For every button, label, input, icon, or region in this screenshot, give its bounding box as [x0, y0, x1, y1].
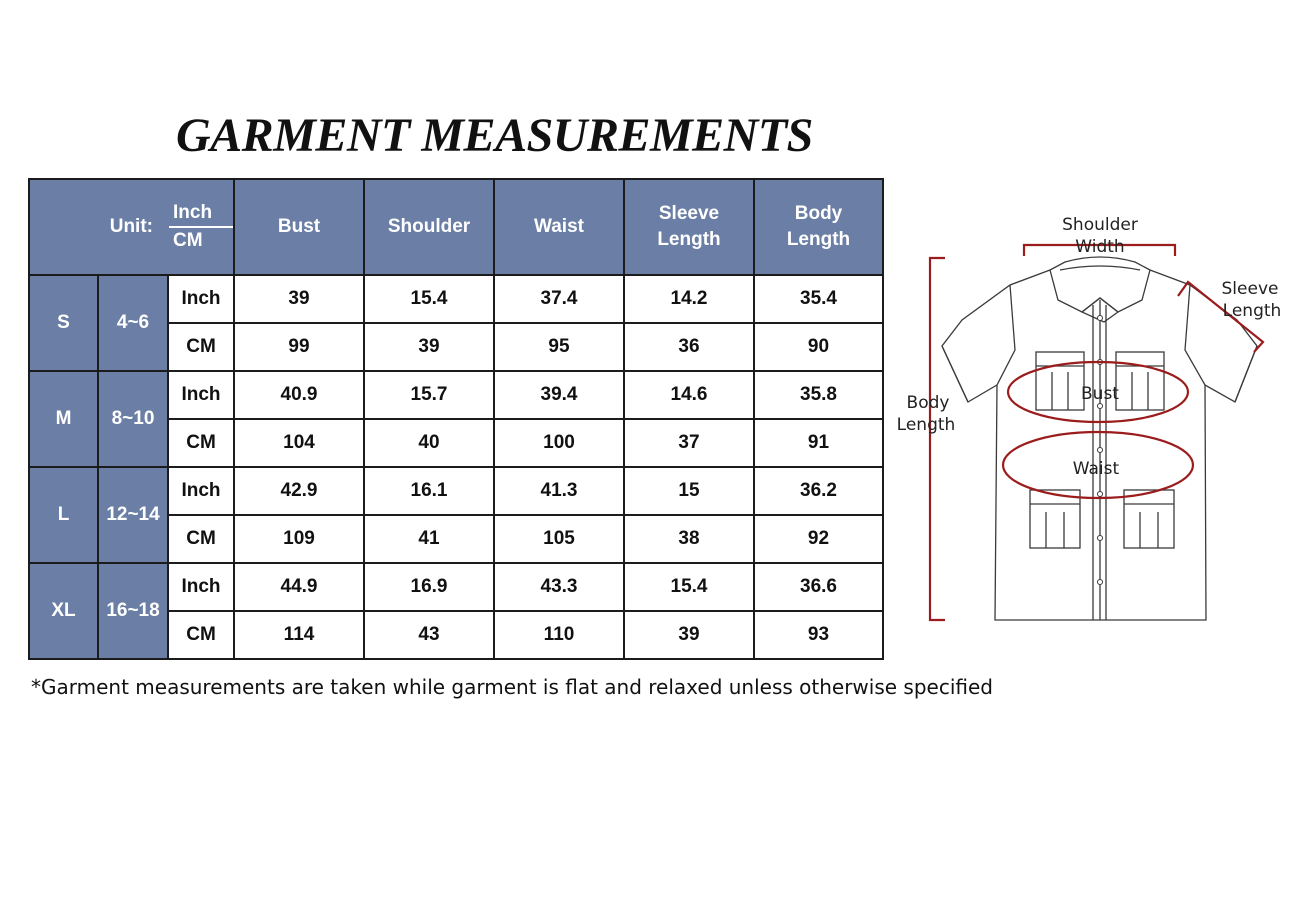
measurement-cell: 14.2 [624, 275, 754, 323]
unit-cell: Inch [168, 275, 234, 323]
measurement-cell: 39.4 [494, 371, 624, 419]
unit-cell: CM [168, 419, 234, 467]
measurement-cell: 114 [234, 611, 364, 659]
waist-label: Waist [1072, 459, 1120, 479]
unit-header-cell [29, 179, 234, 275]
measurement-cell: 93 [754, 611, 883, 659]
size-row-inch [29, 275, 883, 323]
measurement-cell: 15.7 [364, 371, 494, 419]
header-body-length: Body Length [754, 179, 883, 275]
page-title: GARMENT MEASUREMENTS [176, 109, 813, 162]
measurement-cell: 40.9 [234, 371, 364, 419]
measurement-cell: 105 [494, 515, 624, 563]
measurement-cell: 39 [234, 275, 364, 323]
measurement-cell: 41.3 [494, 467, 624, 515]
size-row-inch [29, 371, 883, 419]
size-code: S [29, 275, 98, 371]
measurement-cell: 39 [624, 611, 754, 659]
measurement-cell: 35.4 [754, 275, 883, 323]
shirt-outline [942, 257, 1257, 620]
size-code: L [29, 467, 98, 563]
measurement-cell: 36 [624, 323, 754, 371]
unit-divider [169, 226, 233, 228]
measurement-note: *Garment measurements are taken while garment is flat and relaxed unless otherwise specified [31, 675, 994, 699]
header-sleeve-length: Sleeve Length [624, 179, 754, 275]
size-range: 12~14 [98, 467, 168, 563]
header-row [29, 179, 883, 275]
body-label-1: Body [906, 393, 950, 413]
size-row-inch [29, 563, 883, 611]
measurement-cell: 92 [754, 515, 883, 563]
measurement-cell: 37.4 [494, 275, 624, 323]
unit-inch: Inch [173, 202, 213, 223]
measurement-cell: 91 [754, 419, 883, 467]
unit-cell: Inch [168, 467, 234, 515]
measurement-cell: 15.4 [624, 563, 754, 611]
unit-cell: Inch [168, 563, 234, 611]
unit-cell: Inch [168, 371, 234, 419]
shirt-diagram [890, 200, 1282, 630]
measurement-cell: 16.1 [364, 467, 494, 515]
shoulder-label-2: Width [1075, 237, 1125, 257]
measurement-cell: 36.6 [754, 563, 883, 611]
measurement-cell: 104 [234, 419, 364, 467]
measurement-cell: 37 [624, 419, 754, 467]
measurement-cell: 35.8 [754, 371, 883, 419]
measurement-cell: 109 [234, 515, 364, 563]
sleeve-label-1: Sleeve [1221, 279, 1279, 299]
body-label-2: Length [896, 415, 956, 435]
size-code: XL [29, 563, 98, 659]
measurement-cell: 42.9 [234, 467, 364, 515]
header-waist: Waist [494, 179, 624, 275]
body-length-bracket [930, 258, 945, 620]
unit-cell: CM [168, 611, 234, 659]
measurement-cell: 110 [494, 611, 624, 659]
unit-cell: CM [168, 515, 234, 563]
shoulder-label-1: Shoulder [1062, 215, 1138, 235]
measurement-cell: 43 [364, 611, 494, 659]
measurement-cell: 15.4 [364, 275, 494, 323]
measurement-cell: 90 [754, 323, 883, 371]
size-range: 4~6 [98, 275, 168, 371]
measurement-cell: 16.9 [364, 563, 494, 611]
header-shoulder: Shoulder [364, 179, 494, 275]
size-range: 8~10 [98, 371, 168, 467]
measurement-cell: 14.6 [624, 371, 754, 419]
unit-cm: CM [173, 230, 203, 251]
measurement-cell: 39 [364, 323, 494, 371]
measurement-cell: 36.2 [754, 467, 883, 515]
unit-cell: CM [168, 323, 234, 371]
measurement-cell: 40 [364, 419, 494, 467]
size-code: M [29, 371, 98, 467]
header-bust: Bust [234, 179, 364, 275]
measurement-cell: 41 [364, 515, 494, 563]
measurement-cell: 44.9 [234, 563, 364, 611]
size-range: 16~18 [98, 563, 168, 659]
unit-label: Unit: [109, 216, 153, 237]
bust-label: Bust [1081, 384, 1119, 404]
measurement-cell: 43.3 [494, 563, 624, 611]
measurement-cell: 95 [494, 323, 624, 371]
measurement-cell: 99 [234, 323, 364, 371]
size-row-inch [29, 467, 883, 515]
sleeve-label-2: Length [1222, 301, 1282, 321]
measurement-cell: 100 [494, 419, 624, 467]
size-chart-table [28, 178, 884, 660]
measurement-cell: 38 [624, 515, 754, 563]
measurement-cell: 15 [624, 467, 754, 515]
